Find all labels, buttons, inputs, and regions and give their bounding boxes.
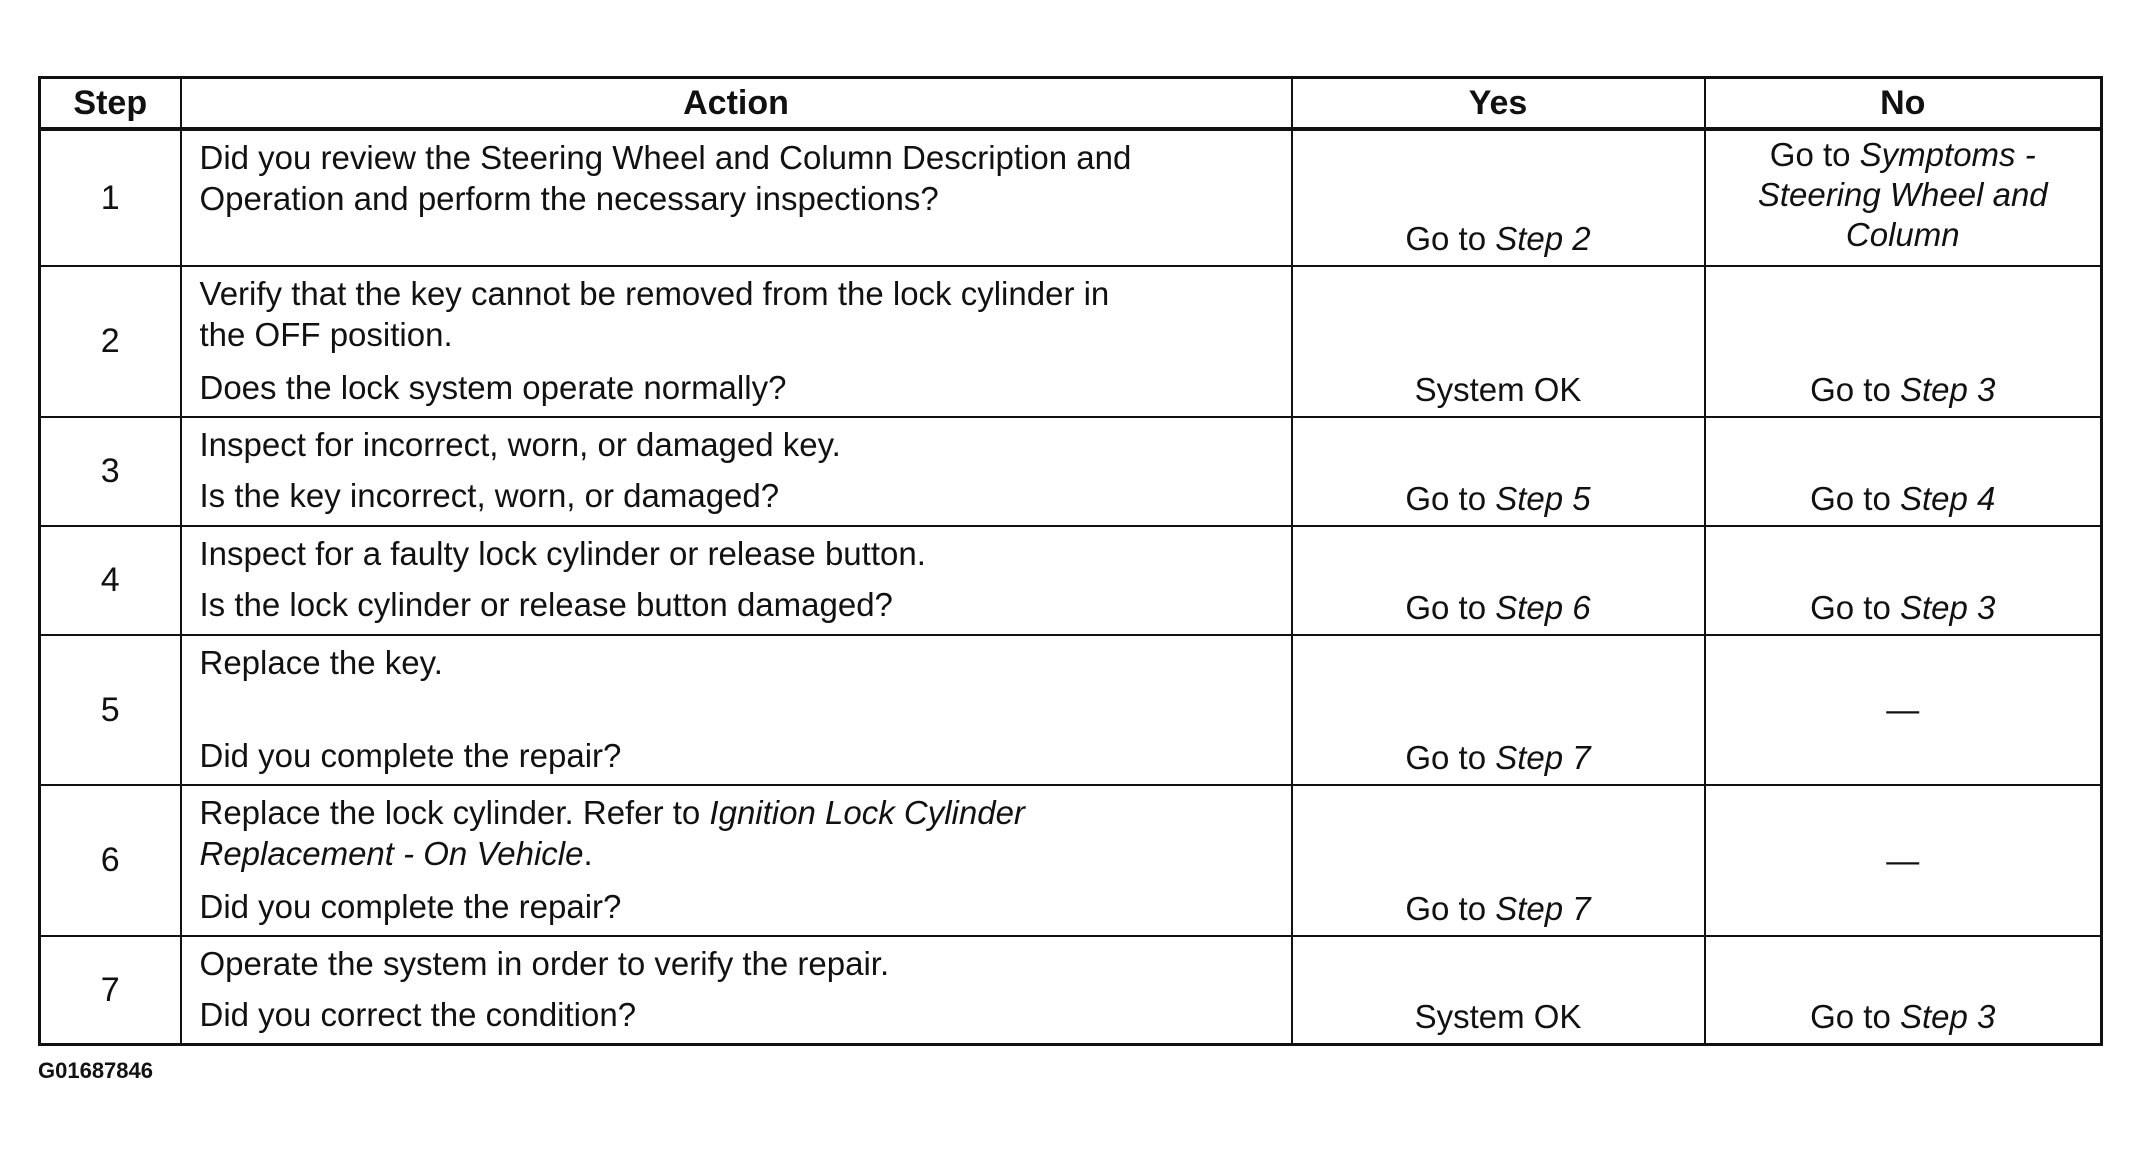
no-prefix: Go to: [1769, 136, 1860, 173]
step-number: 4: [40, 526, 181, 635]
diagnostic-table-wrapper: [38, 76, 2100, 1046]
header-row: [40, 78, 2102, 130]
yes-step-link[interactable]: Step 7: [1495, 739, 1591, 776]
no-step-link[interactable]: Step 3: [1899, 998, 1996, 1035]
action-cell: [181, 635, 1292, 785]
action-question: Did you correct the condition?: [199, 996, 637, 1033]
diagnostic-table: [38, 76, 2103, 1046]
table-row: [40, 785, 2102, 936]
action-text: Inspect for a faulty lock cylinder or release button.: [199, 535, 926, 572]
yes-cell: [1292, 129, 1705, 266]
yes-cell: System OK: [1292, 936, 1705, 1045]
yes-step-link[interactable]: Step 2: [1495, 220, 1591, 257]
action-question: Is the lock cylinder or release button damaged?: [199, 586, 893, 623]
no-prefix: Go to: [1810, 998, 1900, 1035]
yes-prefix: Go to: [1405, 589, 1496, 626]
yes-prefix: Go to: [1405, 480, 1496, 517]
table-row: [40, 526, 2102, 635]
ignition-lock-link-line2[interactable]: Replacement - On Vehicle: [199, 835, 584, 872]
yes-cell: [1292, 785, 1705, 936]
action-cell: [181, 129, 1292, 266]
action-text: Verify that the key cannot be removed from the lock cylinder in: [199, 275, 1110, 312]
step-number: 2: [40, 266, 181, 417]
action-text: Did you review the Steering Wheel and Column Description and: [199, 139, 1132, 176]
header-action: Action: [181, 78, 1292, 130]
action-text: Inspect for incorrect, worn, or damaged key.: [199, 426, 841, 463]
step-number: 5: [40, 635, 181, 785]
action-question: Is the key incorrect, worn, or damaged?: [199, 477, 780, 514]
yes-prefix: Go to: [1405, 220, 1496, 257]
no-cell: [1705, 936, 2102, 1045]
action-cell: [181, 526, 1292, 635]
yes-cell: [1292, 635, 1705, 785]
no-symptoms-link-line2[interactable]: Steering Wheel and: [1757, 176, 2048, 213]
action-cell: [181, 417, 1292, 526]
no-step-link[interactable]: Step 4: [1899, 480, 1996, 517]
table-row: [40, 266, 2102, 417]
table-row: [40, 936, 2102, 1045]
yes-step-link[interactable]: Step 7: [1495, 890, 1591, 927]
step-number: 6: [40, 785, 181, 936]
action-text: .: [583, 835, 593, 872]
header-yes: Yes: [1292, 78, 1705, 130]
header-step: Step: [40, 78, 181, 130]
action-text: the OFF position.: [199, 316, 453, 353]
no-symptoms-link-line3[interactable]: Column: [1845, 216, 1960, 253]
action-text: Replace the lock cylinder. Refer to: [199, 794, 710, 831]
yes-cell: [1292, 417, 1705, 526]
figure-id: G01687846: [38, 1058, 153, 1083]
yes-prefix: Go to: [1405, 890, 1496, 927]
action-cell: [181, 266, 1292, 417]
action-text: Replace the key.: [199, 644, 443, 681]
no-symptoms-link[interactable]: Symptoms -: [1859, 136, 2036, 173]
action-question: Did you complete the repair?: [199, 737, 622, 774]
action-cell: [181, 785, 1292, 936]
yes-cell: [1292, 526, 1705, 635]
step-number: 7: [40, 936, 181, 1045]
step-number: 3: [40, 417, 181, 526]
action-cell: [181, 936, 1292, 1045]
yes-prefix: Go to: [1405, 739, 1496, 776]
no-cell: [1705, 266, 2102, 417]
table-row: [40, 635, 2102, 785]
header-no: No: [1705, 78, 2102, 130]
action-question: Does the lock system operate normally?: [199, 369, 787, 406]
action-question: Did you complete the repair?: [199, 888, 622, 925]
no-cell: [1705, 526, 2102, 635]
no-cell: [1705, 417, 2102, 526]
no-cell: —: [1705, 635, 2102, 785]
no-prefix: Go to: [1810, 589, 1900, 626]
action-text: Operation and perform the necessary inspections?: [199, 180, 939, 217]
yes-step-link[interactable]: Step 5: [1495, 480, 1591, 517]
table-row: [40, 129, 2102, 266]
action-text: Operate the system in order to verify the repair.: [199, 945, 890, 982]
no-cell: [1705, 129, 2102, 266]
ignition-lock-link[interactable]: Ignition Lock Cylinder: [709, 794, 1025, 831]
no-cell: —: [1705, 785, 2102, 936]
no-prefix: Go to: [1810, 480, 1900, 517]
no-step-link[interactable]: Step 3: [1899, 589, 1996, 626]
no-prefix: Go to: [1810, 371, 1900, 408]
yes-cell: System OK: [1292, 266, 1705, 417]
step-number: 1: [40, 129, 181, 266]
no-step-link[interactable]: Step 3: [1899, 371, 1996, 408]
table-row: [40, 417, 2102, 526]
yes-step-link[interactable]: Step 6: [1495, 589, 1591, 626]
